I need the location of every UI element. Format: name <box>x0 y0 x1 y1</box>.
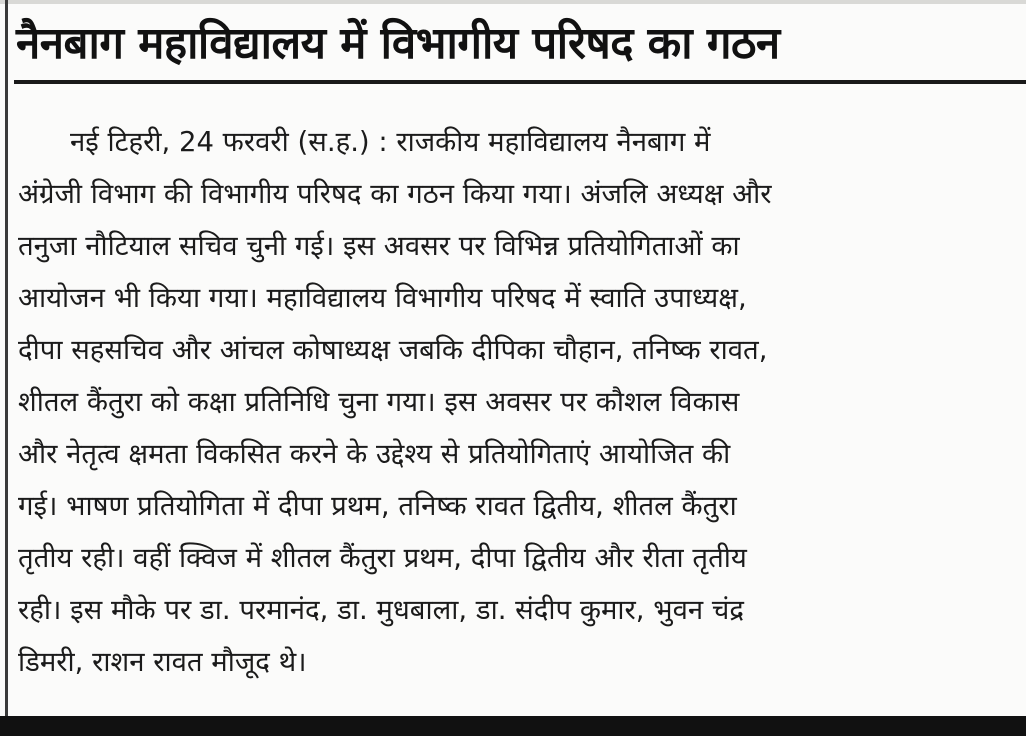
article-line: दीपा सहसचिव और आंचल कोषाध्यक्ष जबकि दीपिका चौहान, तनिष्क रावत, <box>18 334 768 366</box>
top-rule <box>0 0 1026 4</box>
column-rule <box>5 0 8 716</box>
headline-underline <box>14 80 1026 84</box>
article-line: रही। इस मौके पर डा. परमानंद, डा. मुधबाला, डा. संदीप कुमार, भुवन चंद्र <box>18 594 744 626</box>
article-line: गई। भाषण प्रतियोगिता में दीपा प्रथम, तनिष्क रावत द्वितीय, शीतल कैंतुरा <box>18 490 737 522</box>
article-line: आयोजन भी किया गया। महाविद्यालय विभागीय परिषद में स्वाति उपाध्यक्ष, <box>18 282 747 314</box>
article-line: तृतीय रही। वहीं क्विज में शीतल कैंतुरा प्रथम, दीपा द्वितीय और रीता तृतीय <box>18 542 747 574</box>
headline: नैनबाग महाविद्यालय में विभागीय परिषद का गठन <box>16 18 780 69</box>
article-line: शीतल कैंतुरा को कक्षा प्रतिनिधि चुना गया। इस अवसर पर कौशल विकास <box>18 386 740 418</box>
article-line: तनुजा नौटियाल सचिव चुनी गई। इस अवसर पर विभिन्न प्रतियोगिताओं का <box>18 230 740 262</box>
bottom-edge <box>0 716 1026 736</box>
article-line: डिमरी, राशन रावत मौजूद थे। <box>18 646 307 678</box>
article-line: और नेतृत्व क्षमता विकसित करने के उद्देश्य से प्रतियोगिताएं आयोजित की <box>18 438 731 470</box>
article-line: अंग्रेजी विभाग की विभागीय परिषद का गठन किया गया। अंजलि अध्यक्ष और <box>18 178 772 210</box>
article-line: नई टिहरी, 24 फरवरी (स.ह.) : राजकीय महाविद्यालय नैनबाग में <box>70 126 711 158</box>
